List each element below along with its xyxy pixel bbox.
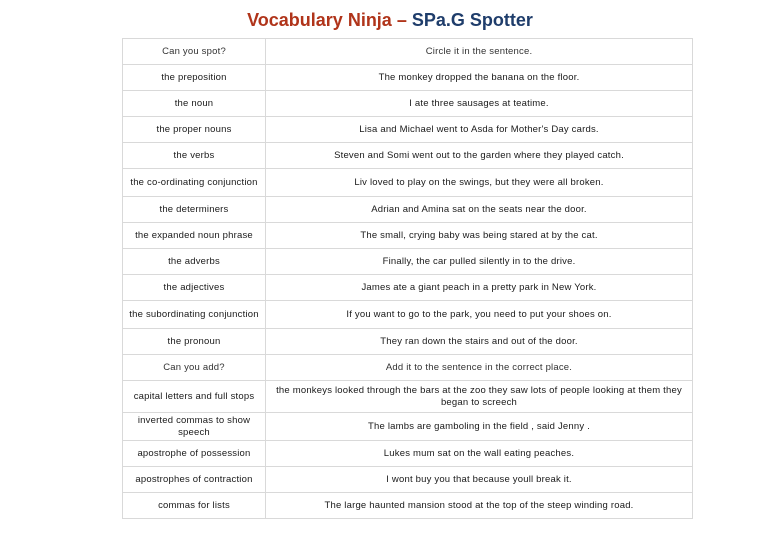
row-label: the determiners	[123, 197, 266, 223]
table-row	[123, 65, 693, 91]
row-label: the verbs	[123, 143, 266, 169]
row-sentence[interactable]: The small, crying baby was being stared at by the cat.	[266, 223, 693, 249]
table-row	[123, 275, 693, 301]
row-label: apostrophe of possession	[123, 441, 266, 467]
row-sentence[interactable]: The large haunted mansion stood at the top of the steep winding road.	[266, 493, 693, 519]
spot-header-right: Circle it in the sentence.	[266, 39, 693, 65]
spot-header-left: Can you spot?	[123, 39, 266, 65]
row-sentence[interactable]: Steven and Somi went out to the garden where they played catch.	[266, 143, 693, 169]
row-sentence[interactable]: The lambs are gamboling in the field , said Jenny .	[266, 413, 693, 441]
table-row	[123, 301, 693, 329]
worksheet-table	[122, 38, 693, 519]
row-label: inverted commas to show speech	[123, 413, 266, 441]
row-label: the expanded noun phrase	[123, 223, 266, 249]
row-label: the proper nouns	[123, 117, 266, 143]
table-row	[123, 197, 693, 223]
add-header-left: Can you add?	[123, 355, 266, 381]
table-row	[123, 441, 693, 467]
row-label: apostrophes of contraction	[123, 467, 266, 493]
table-row	[123, 223, 693, 249]
row-sentence[interactable]: I wont buy you that because youll break it.	[266, 467, 693, 493]
table-row	[123, 329, 693, 355]
table-row	[123, 413, 693, 441]
table-row	[123, 467, 693, 493]
row-sentence[interactable]: Lukes mum sat on the wall eating peaches.	[266, 441, 693, 467]
row-label: the noun	[123, 91, 266, 117]
row-sentence[interactable]: They ran down the stairs and out of the door.	[266, 329, 693, 355]
table-row	[123, 117, 693, 143]
spot-header-row	[123, 39, 693, 65]
row-sentence[interactable]: the monkeys looked through the bars at the zoo they saw lots of people looking at them they began to screech	[266, 381, 693, 413]
table-row	[123, 91, 693, 117]
table-row	[123, 381, 693, 413]
row-label: the preposition	[123, 65, 266, 91]
table-row	[123, 169, 693, 197]
row-label: the adjectives	[123, 275, 266, 301]
title-part-1: Vocabulary Ninja –	[247, 10, 412, 30]
row-sentence[interactable]: Lisa and Michael went to Asda for Mother's Day cards.	[266, 117, 693, 143]
row-label: the subordinating conjunction	[123, 301, 266, 329]
row-sentence[interactable]: If you want to go to the park, you need to put your shoes on.	[266, 301, 693, 329]
row-label: the pronoun	[123, 329, 266, 355]
row-sentence[interactable]: Adrian and Amina sat on the seats near the door.	[266, 197, 693, 223]
table-row	[123, 143, 693, 169]
title-part-2: SPa.G Spotter	[411, 10, 533, 30]
row-label: the co-ordinating conjunction	[123, 169, 266, 197]
add-header-row	[123, 355, 693, 381]
row-sentence[interactable]: I ate three sausages at teatime.	[266, 91, 693, 117]
page-title	[0, 10, 780, 31]
table-row	[123, 249, 693, 275]
row-sentence[interactable]: Liv loved to play on the swings, but they were all broken.	[266, 169, 693, 197]
row-label: the adverbs	[123, 249, 266, 275]
row-label: capital letters and full stops	[123, 381, 266, 413]
row-label: commas for lists	[123, 493, 266, 519]
add-header-right: Add it to the sentence in the correct place.	[266, 355, 693, 381]
row-sentence[interactable]: The monkey dropped the banana on the floor.	[266, 65, 693, 91]
row-sentence[interactable]: Finally, the car pulled silently in to the drive.	[266, 249, 693, 275]
table-row	[123, 493, 693, 519]
row-sentence[interactable]: James ate a giant peach in a pretty park in New York.	[266, 275, 693, 301]
